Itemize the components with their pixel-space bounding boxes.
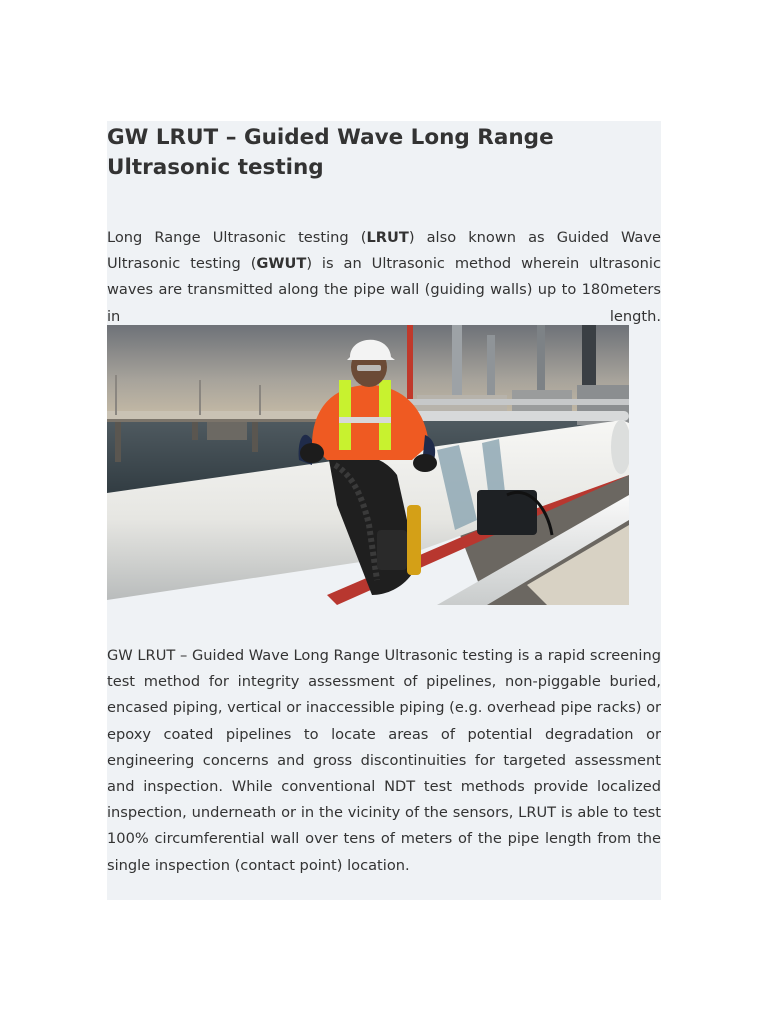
intro-text-3: ) is an Ultrasonic method wherein ultrasonic waves are transmitted along the pipe wall (guiding walls) up to 180meters in length. [107, 255, 662, 325]
intro-text-1: Long Range Ultrasonic testing ( [107, 229, 367, 246]
intro-term-lrut: LRUT [366, 229, 409, 246]
intro-paragraph [107, 225, 661, 330]
body-paragraph: GW LRUT – Guided Wave Long Range Ultrasonic testing is a rapid screening test method for integrity assessment of pipelines, non-piggable buried, encased piping, vertical or inaccessible piping (e.g. overhead pipe racks) or epoxy coated pipelines to locate areas of potential degradation or engineering concerns and gross discontinuities for targeted assessment and inspection. While conventional NDT test methods provide localized inspection, underneath or in the vicinity of the sensors, LRUT is able to test 100% circumferential wall over tens of meters of the pipe length from the single inspection (contact point) location. [107, 647, 661, 874]
page-title: GW LRUT – Guided Wave Long Range Ultrasonic testing [107, 125, 554, 180]
technician-inspecting-pipeline-icon [107, 325, 629, 605]
intro-term-gwut: GWUT [256, 255, 307, 273]
pipeline-inspection-photo [107, 325, 629, 605]
intro-text-2: ) also known as Guided Wave Ultrasonic testing ( [107, 229, 661, 273]
